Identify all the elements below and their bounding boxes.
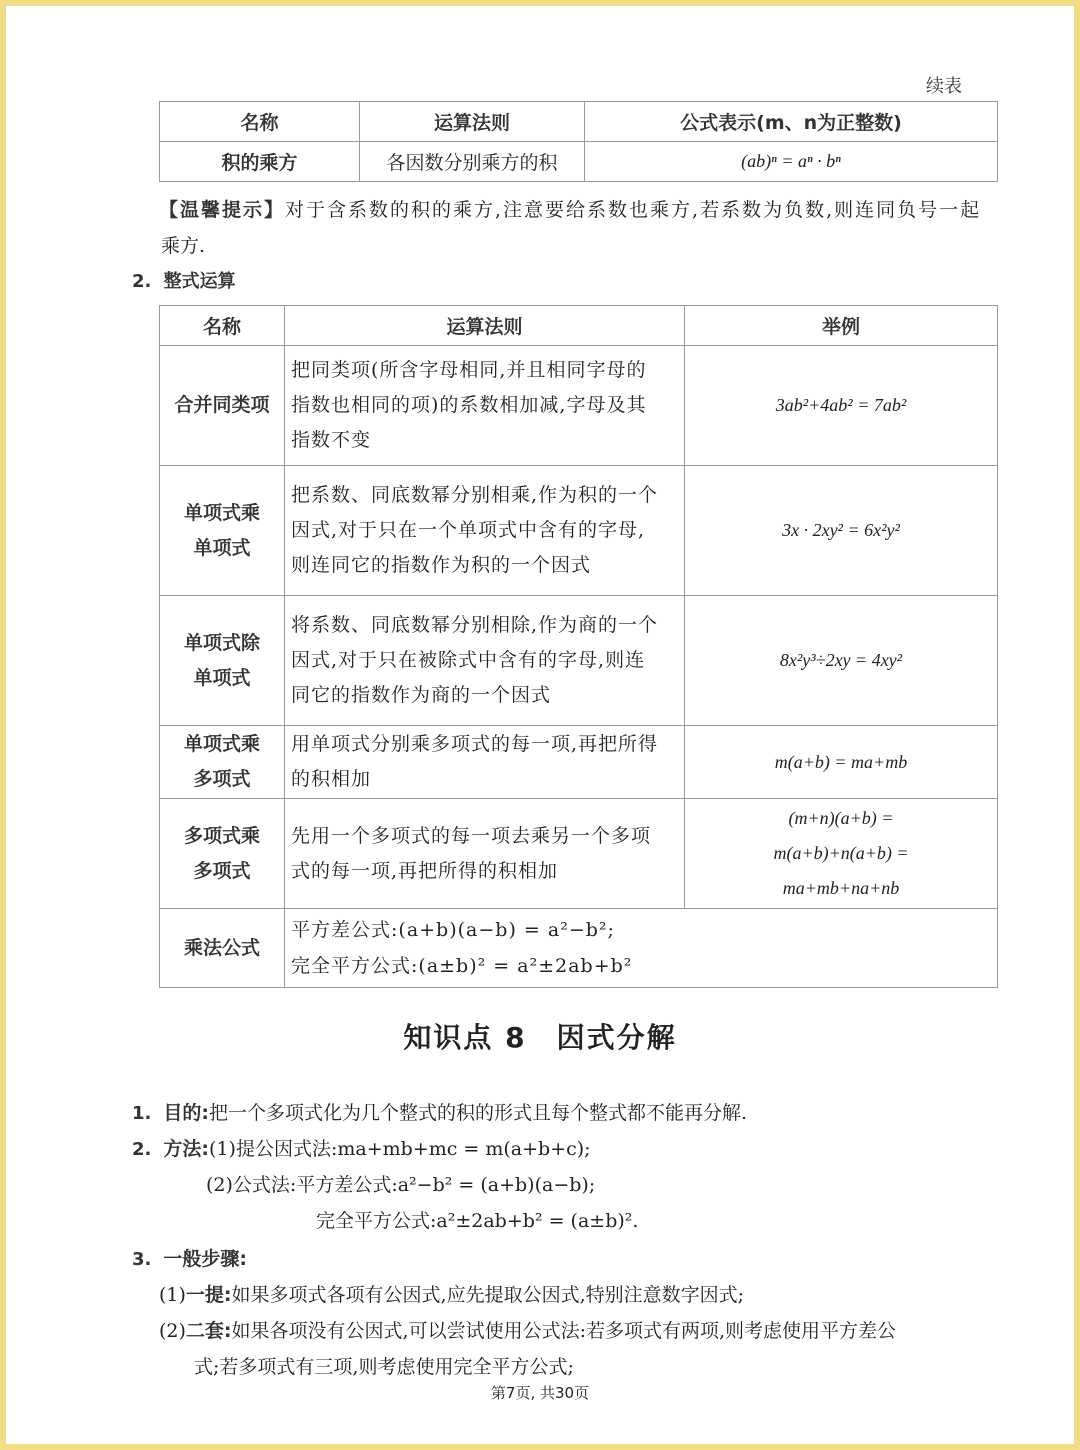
example-line: m(a+b) = ma+mb: [774, 751, 908, 772]
method-line-1: (1)提公因式法:ma+mb+mc = m(a+b+c);: [209, 1138, 591, 1160]
polynomial-operations-table: [159, 305, 998, 988]
step-label: 一提:: [185, 1284, 232, 1306]
row-rule: 各因数分别乘方的积: [360, 142, 585, 182]
example-line: 3x · 2xy² = 6x²y²: [782, 520, 900, 540]
row-name: [160, 346, 285, 466]
row-rule: [285, 466, 685, 596]
example-line: m(a+b)+n(a+b) =: [773, 843, 909, 863]
rule-line: 指数不变: [291, 429, 372, 451]
example-line: 3ab²+4ab² = 7ab²: [775, 395, 907, 415]
rule-line: 则连同它的指数作为积的一个因式: [291, 554, 592, 576]
steps-item: [132, 1244, 247, 1271]
row-name: 乘法公式: [160, 909, 285, 988]
rule-line: 指数也相同的项)的系数相加减,字母及其: [291, 394, 647, 416]
item-label: 方法:: [163, 1138, 210, 1160]
name-line: 单项式: [193, 666, 251, 689]
header-name: 名称: [160, 306, 285, 346]
knowledge-heading: 知识点 8 因式分解: [403, 1021, 677, 1054]
header-rule: 运算法则: [360, 102, 585, 142]
row-example: [685, 726, 998, 799]
item-text: 把一个多项式化为几个整式的积的形式且每个整式都不能再分解.: [209, 1102, 748, 1124]
row-example: [685, 466, 998, 596]
example-line: ma+mb+na+nb: [782, 878, 900, 898]
item-label: 目的:: [163, 1102, 210, 1124]
power-of-product-table: [159, 101, 998, 182]
tip-label: 【温馨提示】: [159, 199, 286, 221]
method-line-2: (2)公式法:平方差公式:a²−b² = (a+b)(a−b);: [206, 1174, 596, 1196]
row-rule: [285, 346, 685, 466]
step-label: 二套:: [185, 1320, 232, 1342]
item-number: 3.: [132, 1249, 152, 1270]
name-line: 单项式: [193, 536, 251, 559]
item-label: 一般步骤:: [163, 1248, 248, 1270]
header-example: 举例: [685, 306, 998, 346]
step-text: 如果各项没有公因式,可以尝试使用公式法:若多项式有两项,则考虑使用平方差公: [231, 1320, 897, 1342]
header-formula: 公式表示(m、n为正整数): [585, 102, 998, 142]
name-line: 合并同类项: [174, 394, 270, 416]
row-formula: (ab)ⁿ = aⁿ · bⁿ: [585, 142, 998, 182]
item-number: 1.: [132, 1103, 152, 1124]
step-number: (2): [159, 1320, 186, 1342]
tip-line-1: [159, 195, 981, 222]
row-name: [160, 466, 285, 596]
rule-line: 同它的指数作为商的一个因式: [291, 684, 552, 706]
section-2-title: 整式运算: [163, 271, 236, 292]
rule-line: 先用一个多项式的每一项去乘另一个多项: [291, 824, 652, 847]
table-row: [160, 142, 998, 182]
name-line: 单项式乘: [183, 501, 260, 524]
rule-line: 用单项式分别乘多项式的每一项,再把所得: [291, 733, 659, 755]
step-text: 如果多项式各项有公因式,应先提取公因式,特别注意数字因式;: [231, 1284, 745, 1306]
formula-line: 完全平方公式:(a±b)² = a²±2ab+b²: [291, 955, 633, 977]
rule-line: 把系数、同底数幂分别相乘,作为积的一个: [291, 484, 659, 506]
row-example: [685, 596, 998, 726]
row-example: [685, 799, 998, 909]
step-1: [159, 1280, 744, 1307]
document-page: [6, 6, 1074, 1444]
table-row: [160, 726, 998, 799]
rule-line: 因式,对于只在被除式中含有的字母,则连: [291, 649, 646, 671]
rule-line: 的积相加: [291, 768, 372, 790]
formula-line: 平方差公式:(a+b)(a−b) = a²−b²;: [291, 919, 615, 941]
item-number: 2.: [132, 1139, 152, 1160]
name-line: 多项式乘: [183, 824, 260, 847]
table-row: [160, 596, 998, 726]
header-rule: 运算法则: [285, 306, 685, 346]
section-2-heading: [132, 267, 236, 293]
row-name: [160, 799, 285, 909]
row-name: [160, 596, 285, 726]
step-number: (1): [159, 1284, 186, 1306]
step-2: [159, 1316, 896, 1343]
name-line: 多项式: [193, 859, 251, 882]
row-rule: [285, 596, 685, 726]
row-name: [160, 726, 285, 799]
table-header-row: [160, 306, 998, 346]
section-2-number: 2.: [132, 271, 152, 292]
row-rule: [285, 726, 685, 799]
header-name: 名称: [160, 102, 360, 142]
method-line-3: 完全平方公式:a²±2ab+b² = (a±b)².: [316, 1210, 639, 1232]
table-row: [160, 466, 998, 596]
example-line: (m+n)(a+b) =: [788, 808, 894, 828]
method-item: [132, 1134, 591, 1161]
rule-line: 把同类项(所含字母相同,并且相同字母的: [291, 359, 647, 381]
table-row-formulas: [160, 909, 998, 988]
name-line: 多项式: [193, 768, 251, 790]
row-example: [685, 346, 998, 466]
page-footer: 第7页, 共30页: [490, 1384, 590, 1402]
rule-line: 将系数、同底数幂分别相除,作为商的一个: [291, 614, 659, 636]
tip-line-2: 乘方.: [161, 235, 206, 257]
table-row: [160, 799, 998, 909]
rule-line: 因式,对于只在一个单项式中含有的字母,: [291, 519, 646, 541]
row-formulas: [285, 909, 998, 988]
continued-label: 续表: [926, 76, 962, 97]
example-line: 8x²y³÷2xy = 4xy²: [779, 650, 903, 670]
table-header-row: [160, 102, 998, 142]
purpose-item: [132, 1098, 747, 1125]
name-line: 单项式乘: [183, 733, 260, 755]
table-row: [160, 346, 998, 466]
row-name: 积的乘方: [160, 142, 360, 182]
tip-text-1: 对于含系数的积的乘方,注意要给系数也乘方,若系数为负数,则连同负号一起: [285, 199, 982, 221]
step-2-continued: 式;若多项式有三项,则考虑使用完全平方公式;: [194, 1356, 574, 1378]
row-rule: [285, 799, 685, 909]
name-line: 单项式除: [183, 631, 260, 654]
rule-line: 式的每一项,再把所得的积相加: [291, 859, 559, 882]
